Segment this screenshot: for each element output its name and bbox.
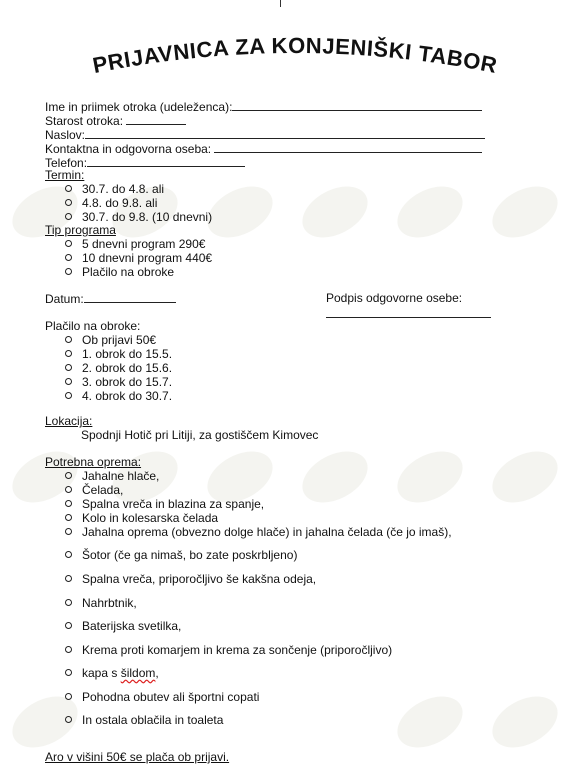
equipment-heading: Potrebna oprema:	[45, 455, 142, 469]
name-blank[interactable]	[232, 99, 482, 111]
background-leaf	[484, 441, 566, 513]
background-leaf	[389, 441, 471, 513]
bullet-icon	[65, 268, 72, 275]
bullet-icon	[65, 350, 72, 357]
bullet-icon	[65, 622, 72, 629]
equipment-item: Jahalna oprema (obvezno dolge hlače) in jahalna čelada (če jo imaš),	[65, 525, 452, 539]
termin-option: 4.8. do 9.8. ali	[65, 196, 157, 210]
program-option: 5 dnevni program 290€	[65, 237, 205, 251]
bullet-icon	[65, 185, 72, 192]
bullet-icon	[65, 240, 72, 247]
equipment-item: Pohodna obutev ali športni copati	[65, 690, 259, 704]
equipment-item: Kolo in kolesarska čelada	[65, 511, 218, 525]
background-leaf	[389, 686, 471, 758]
phone-blank[interactable]	[87, 155, 245, 167]
equipment-item: Nahrbtnik,	[65, 596, 137, 610]
background-leaf	[484, 686, 566, 758]
date-blank[interactable]	[84, 291, 176, 303]
bullet-icon	[65, 528, 72, 535]
background-leaf	[294, 176, 376, 248]
signature-line[interactable]	[326, 317, 491, 318]
contact-blank[interactable]	[214, 141, 482, 153]
contact-label: Kontaktna in odgovorna oseba:	[45, 142, 212, 156]
name-label: Ime in priimek otroka (udeleženca):	[45, 100, 233, 114]
installment-item: Ob prijavi 50€	[65, 333, 156, 347]
installment-item: 1. obrok do 15.5.	[65, 347, 172, 361]
address-field	[45, 127, 485, 142]
bullet-icon	[65, 575, 72, 582]
bullet-icon	[65, 213, 72, 220]
crop-mark	[280, 0, 281, 7]
bullet-icon	[65, 500, 72, 507]
bullet-icon	[65, 551, 72, 558]
equipment-item: kapa s šildom,	[65, 666, 159, 680]
bullet-icon	[65, 716, 72, 723]
equipment-item: Jahalne hlače,	[65, 469, 159, 483]
bullet-icon	[65, 336, 72, 343]
address-label: Naslov:	[45, 128, 86, 142]
signature-label: Podpis odgovorne osebe:	[326, 291, 463, 305]
termin-option: 30.7. do 4.8. ali	[65, 182, 164, 196]
installment-item: 2. obrok do 15.6.	[65, 361, 172, 375]
bullet-icon	[65, 486, 72, 493]
program-option: Plačilo na obroke	[65, 265, 174, 279]
date-field	[45, 291, 176, 306]
bullet-icon	[65, 392, 72, 399]
name-field	[45, 99, 482, 114]
equipment-item: Baterijska svetilka,	[65, 619, 181, 633]
equipment-item: In ostala oblačila in toaleta	[65, 713, 223, 727]
termin-heading: Termin:	[45, 168, 85, 182]
equipment-item: Spalna vreča in blazina za spanje,	[65, 497, 264, 511]
page-title	[40, 28, 550, 88]
program-heading: Tip programa	[45, 223, 116, 237]
contact-field	[45, 141, 482, 156]
bullet-icon	[65, 378, 72, 385]
installment-item: 4. obrok do 30.7.	[65, 389, 172, 403]
page-title-text: PRIJAVNICA ZA KONJENIŠKI TABOR	[90, 32, 500, 78]
svg-text:PRIJAVNICA ZA KONJENIŠKI TABOR	[91, 33, 500, 78]
deposit-note: Aro v višini 50€ se plača ob prijavi.	[45, 750, 230, 764]
age-label: Starost otroka:	[45, 114, 124, 128]
bullet-icon	[65, 599, 72, 606]
installment-item: 3. obrok do 15.7.	[65, 375, 172, 389]
bullet-icon	[65, 693, 72, 700]
background-leaf	[484, 176, 566, 248]
background-leaf	[294, 441, 376, 513]
age-field	[45, 113, 186, 128]
installments-heading: Plačilo na obroke:	[45, 319, 141, 333]
background-leaf	[389, 176, 471, 248]
equipment-item: Krema proti komarjem in krema za sončenje (priporočljivo)	[65, 643, 392, 657]
bullet-icon	[65, 669, 72, 676]
termin-option: 30.7. do 9.8. (10 dnevni)	[65, 210, 212, 224]
age-blank[interactable]	[126, 113, 186, 125]
equipment-item: Čelada,	[65, 483, 123, 497]
bullet-icon	[65, 646, 72, 653]
address-blank[interactable]	[85, 127, 485, 139]
bullet-icon	[65, 514, 72, 521]
location-text: Spodnji Hotič pri Litiji, za gostiščem Kimovec	[81, 428, 319, 442]
bullet-icon	[65, 254, 72, 261]
bullet-icon	[65, 364, 72, 371]
bullet-icon	[65, 199, 72, 206]
phone-label: Telefon:	[45, 156, 88, 170]
location-heading: Lokacija:	[45, 414, 93, 428]
equipment-item: Šotor (če ga nimaš, bo zate poskrbljeno)	[65, 548, 297, 562]
bullet-icon	[65, 472, 72, 479]
program-option: 10 dnevni program 440€	[65, 251, 212, 265]
equipment-item: Spalna vreča, priporočljivo še kakšna odeja,	[65, 572, 316, 586]
date-label: Datum:	[45, 292, 84, 306]
spellcheck-word: šildom	[120, 666, 156, 680]
